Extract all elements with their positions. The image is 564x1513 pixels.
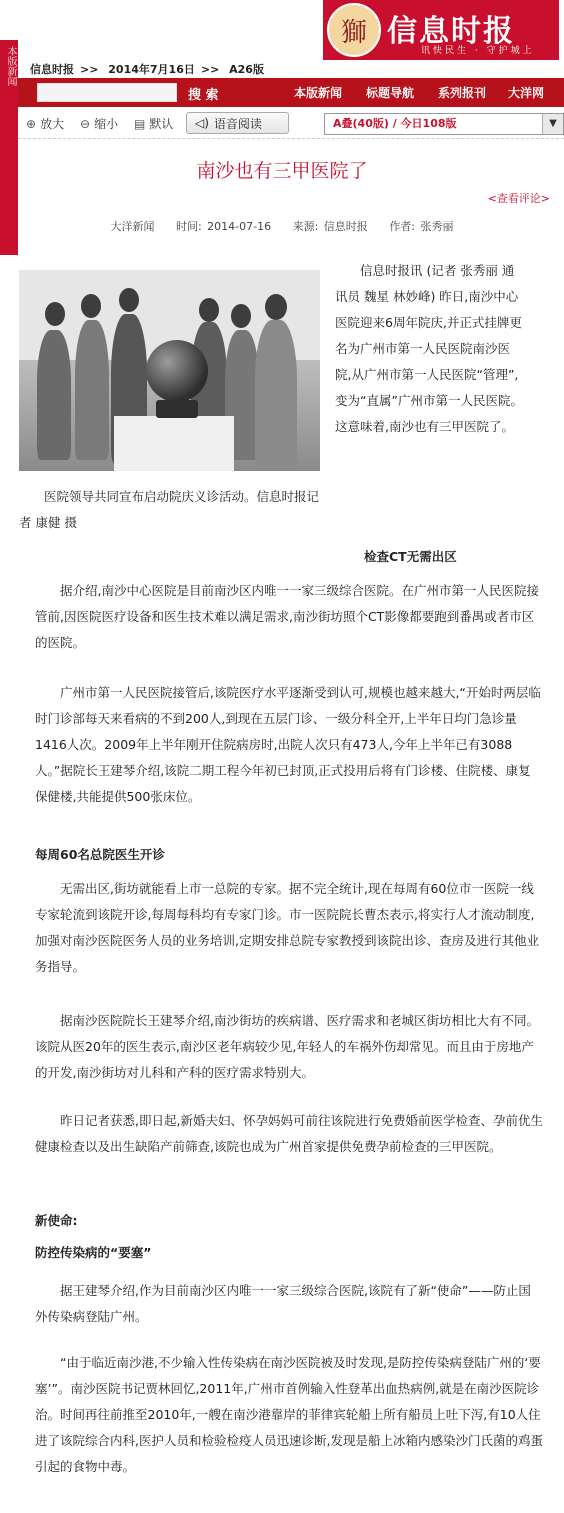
document-icon: ▤ [134, 116, 146, 131]
globe-icon [146, 340, 208, 402]
zoom-out-label: 缩小 [94, 117, 119, 131]
view-comments-link[interactable]: <查看评论> [487, 192, 550, 205]
tts-label: 语音阅读 [213, 116, 262, 131]
meta-from: 来源: 信息时报 [292, 220, 368, 233]
speaker-icon: ◁) [195, 116, 209, 130]
meta-author: 作者: 张秀丽 [389, 220, 454, 233]
paragraph-5: 昨日记者获悉,即日起,新婚夫妇、怀孕妈妈可前往该院进行免费婚前医学检查、孕前优生健康检查以及出生缺陷产前筛查,该院也成为广州首家提供免费孕前检查的三甲医院。 [35, 1113, 543, 1154]
paragraph-1: 据介绍,南沙中心医院是目前南沙区内唯一一家三级综合医院。在广州市第一人民医院接管前,因医院医疗设备和医生技术难以满足需求,南沙街坊照个CT影像都要跑到番禺或者市区的医院。 [35, 583, 539, 650]
photo-caption: 医院领导共同宣布启动院庆义诊活动。信息时报记者 康健 摄 [19, 489, 320, 530]
lead-paragraph: 信息时报讯 (记者 张秀丽 通讯员 魏星 林妙峰) 昨日,南沙中心医院迎来6周年院庆,并正式挂牌更名为广州市第一人民医院南沙医院,从广州市第一人民医院“管理”,变为“直属”广州市第一人民医院。这意味着,南沙也有三甲医院了。 [335, 263, 523, 434]
paragraph-7: “由于临近南沙港,不少输入性传染病在南沙医院被及时发现,是防控传染病登陆广州的‘要塞’”。南沙医院书记贾林回忆,2011年,广州市首例输入性登革出血热病例,就是在南沙医院诊治。时间再往前推至2010年,一艘在南沙港靠岸的菲律宾轮船上所有船员上吐下泻,有10人住进了该院综合内科,医护人员和检验检疫人员迅速诊断,发现是船上冰箱内感染沙门氏菌的鸡蛋引起的食物中毒。 [35, 1355, 543, 1474]
zoom-in-button[interactable] [26, 115, 64, 132]
subheading-ct: 检查CT无需出区 [364, 549, 457, 564]
crumb-date[interactable]: 2014年7月16日 [108, 63, 195, 76]
crumb-paper[interactable]: 信息时报 [30, 63, 74, 76]
crumb-page[interactable]: A26版 [229, 63, 264, 76]
nav-link-series[interactable]: 系列报刊 [438, 86, 487, 100]
tts-button[interactable] [186, 112, 289, 134]
zoom-out-button[interactable] [80, 115, 118, 132]
default-size-button[interactable] [134, 115, 173, 132]
zoom-in-label: 放大 [40, 117, 65, 131]
paragraph-4: 据南沙医院院长王建琴介绍,南沙街坊的疾病谱、医疗需求和老城区街坊相比大有不同。该院从医20年的医生表示,南沙区老年病较少见,年轻人的车祸外伤却常见。而且由于房地产的开发,南沙街坊对儿科和产科的医疗需求特别大。 [35, 1013, 539, 1080]
search-button[interactable]: 搜 索 [188, 88, 219, 103]
crumb-sep-icon: >> [80, 63, 99, 76]
search-input[interactable] [37, 83, 177, 102]
logo-slogan: 讯快民生 · 守护城上 [421, 46, 535, 56]
subheading-experts: 每周60名总院医生开诊 [35, 847, 165, 862]
article-photo [19, 270, 320, 471]
breadcrumb [30, 61, 270, 77]
site-logo[interactable] [323, 0, 559, 60]
nav-link-headlines[interactable]: 标题导航 [366, 86, 415, 100]
meta-source: 大洋新闻 [110, 220, 155, 233]
subheading-mission: 新使命: [35, 1213, 78, 1228]
paragraph-3: 无需出区,街坊就能看上市一总院的专家。据不完全统计,现在每周有60位市一医院一线专家轮流到该院开诊,每周每科均有专家门诊。市一医院院长曹杰表示,将实行人才流动制度,加强对南沙医院医务人员的业务培训,定期安排总院专家教授到该院出诊、查房及进行其他业务指导。 [35, 881, 539, 974]
meta-time: 时间: 2014-07-16 [175, 220, 272, 233]
article-title: 南沙也有三甲医院了 [196, 160, 368, 182]
nav-link-dayoo[interactable]: 大洋网 [508, 86, 545, 100]
article-meta [0, 218, 564, 234]
nav-link-section-news[interactable]: 本版新闻 [294, 86, 343, 100]
subheading-fortress: 防控传染病的“要塞” [35, 1245, 152, 1260]
default-label: 默认 [149, 117, 174, 131]
toolbar [18, 108, 564, 139]
lion-emblem-icon: 獅 [327, 3, 381, 57]
chevron-down-icon: ▼ [542, 114, 563, 134]
edition-select[interactable] [324, 113, 564, 135]
crumb-sep-icon: >> [200, 63, 220, 76]
paragraph-2: 广州市第一人民医院接管后,该院医疗水平逐渐受到认可,规模也越来越大,“开始时两层临时门诊部每天来看病的不到200人,到现在五层门诊、一级分科全开,上半年日均门急诊量1416人次。2009年上半年刚开住院病房时,出院人次只有473人,今年上半年已有3088人。”据院长王建琴介绍,该院二期工程今年初已封顶,正式投用后将有门诊楼、住院楼、康复保健楼,共能提供500张床位。 [35, 685, 541, 804]
article-lead [335, 258, 525, 440]
zoom-out-icon: ⊖ [80, 116, 91, 131]
top-nav-bar [18, 78, 564, 107]
zoom-in-icon: ⊕ [26, 116, 37, 131]
edition-select-value: A叠(40版) / 今日108版 [333, 117, 457, 130]
side-tab-label: 本版新闻 [5, 46, 16, 86]
paragraph-6: 据王建琴介绍,作为目前南沙区内唯一一家三级综合医院,该院有了新“使命”——防止国外传染病登陆广州。 [35, 1283, 531, 1324]
logo-brand: 信息时报 [387, 14, 515, 49]
